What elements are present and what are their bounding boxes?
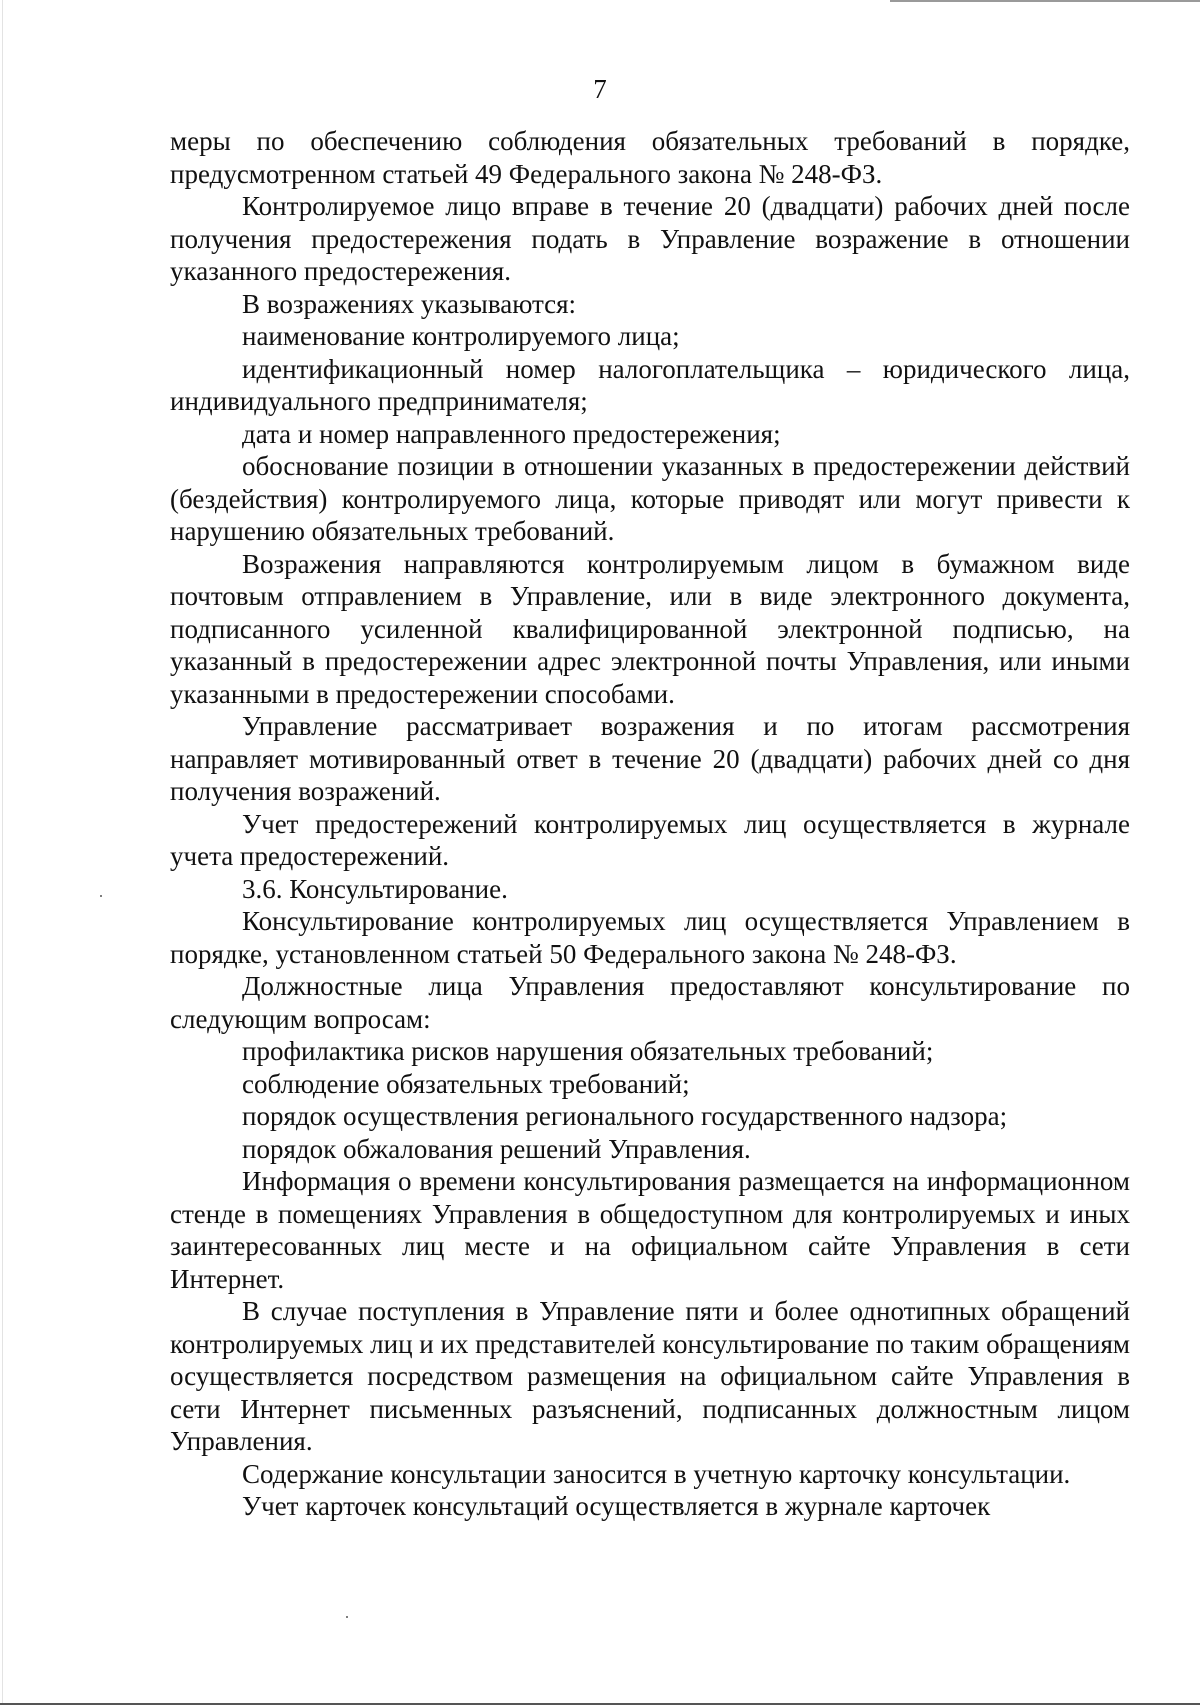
scan-border-left: [2, 0, 3, 1705]
paragraph: Управление рассматривает возражения и по итогам рассмотрения направляет мотивированный ответ в течение 20 (двадцати) рабочих дней со дня получения возражений.: [170, 711, 1130, 806]
list-item: порядок осуществления регионального государственного надзора;: [242, 1101, 1008, 1131]
paragraph: Учет карточек консультаций осуществляется в журнале карточек: [242, 1491, 991, 1521]
list-item: наименование контролируемого лица;: [242, 321, 680, 351]
paragraph: Учет предостережений контролируемых лиц осуществляется в журнале учета предостережений.: [170, 808, 1130, 871]
list-item: порядок обжалования решений Управления.: [242, 1133, 751, 1164]
document-body: [170, 125, 1130, 1523]
page-number: 7: [593, 74, 607, 104]
paragraph: В возражениях указываются:: [242, 288, 577, 319]
section-heading: 3.6. Консультирование.: [242, 873, 508, 904]
list-item: идентификационный номер налогоплательщика – юридического лица, индивидуального предпринимателя;: [170, 353, 1130, 416]
list-item: дата и номер направленного предостережения;: [242, 418, 781, 449]
paragraph: Контролируемое лицо вправе в течение 20 (двадцати) рабочих дней после получения предостережения подать в Управление возражение в отношении указанного предостережения.: [170, 191, 1130, 286]
paragraph: Возражения направляются контролируемым лицом в бумажном виде почтовым отправлением в Управление, или в виде электронного документа, подписанного усиленной квалифицированной электронной подписью, на указанный в предостережении адрес электронной почты Управления, или иными указанными в предостережении способами.: [170, 548, 1130, 709]
paragraph: Информация о времени консультирования размещается на информационном стенде в помещениях Управления в общедоступном для контролируемых и иных заинтересованных лиц месте и на официальном сайте Управления в сети Интернет.: [170, 1166, 1130, 1294]
paragraph: Консультирование контролируемых лиц осуществляется Управлением в порядке, установленном статьей 50 Федерального закона № 248-ФЗ.: [170, 906, 1130, 969]
scan-speck: [346, 1616, 348, 1618]
paragraph: Содержание консультации заносится в учетную карточку консультации.: [242, 1458, 1071, 1489]
list-item: профилактика рисков нарушения обязательных требований;: [242, 1036, 934, 1066]
list-item: соблюдение обязательных требований;: [242, 1068, 690, 1099]
list-item: обоснование позиции в отношении указанных в предостережении действий (бездействия) контролируемого лица, которые приводят или могут привести к нарушению обязательных требований.: [170, 451, 1130, 546]
paragraph: В случае поступления в Управление пяти и более однотипных обращений контролируемых лиц и их представителей консультирование по таким обращениям осуществляется посредством размещения на официальном сайте Управления в сети Интернет письменных разъяснений, подписанных должностным лицом Управления.: [170, 1296, 1130, 1456]
paragraph: меры по обеспечению соблюдения обязательных требований в порядке, предусмотренном статьей 49 Федерального закона № 248-ФЗ.: [170, 126, 1130, 189]
scan-border-top: [890, 0, 1200, 2]
paragraph: Должностные лица Управления предоставляют консультирование по следующим вопросам:: [170, 971, 1130, 1034]
scan-speck: [100, 895, 102, 897]
